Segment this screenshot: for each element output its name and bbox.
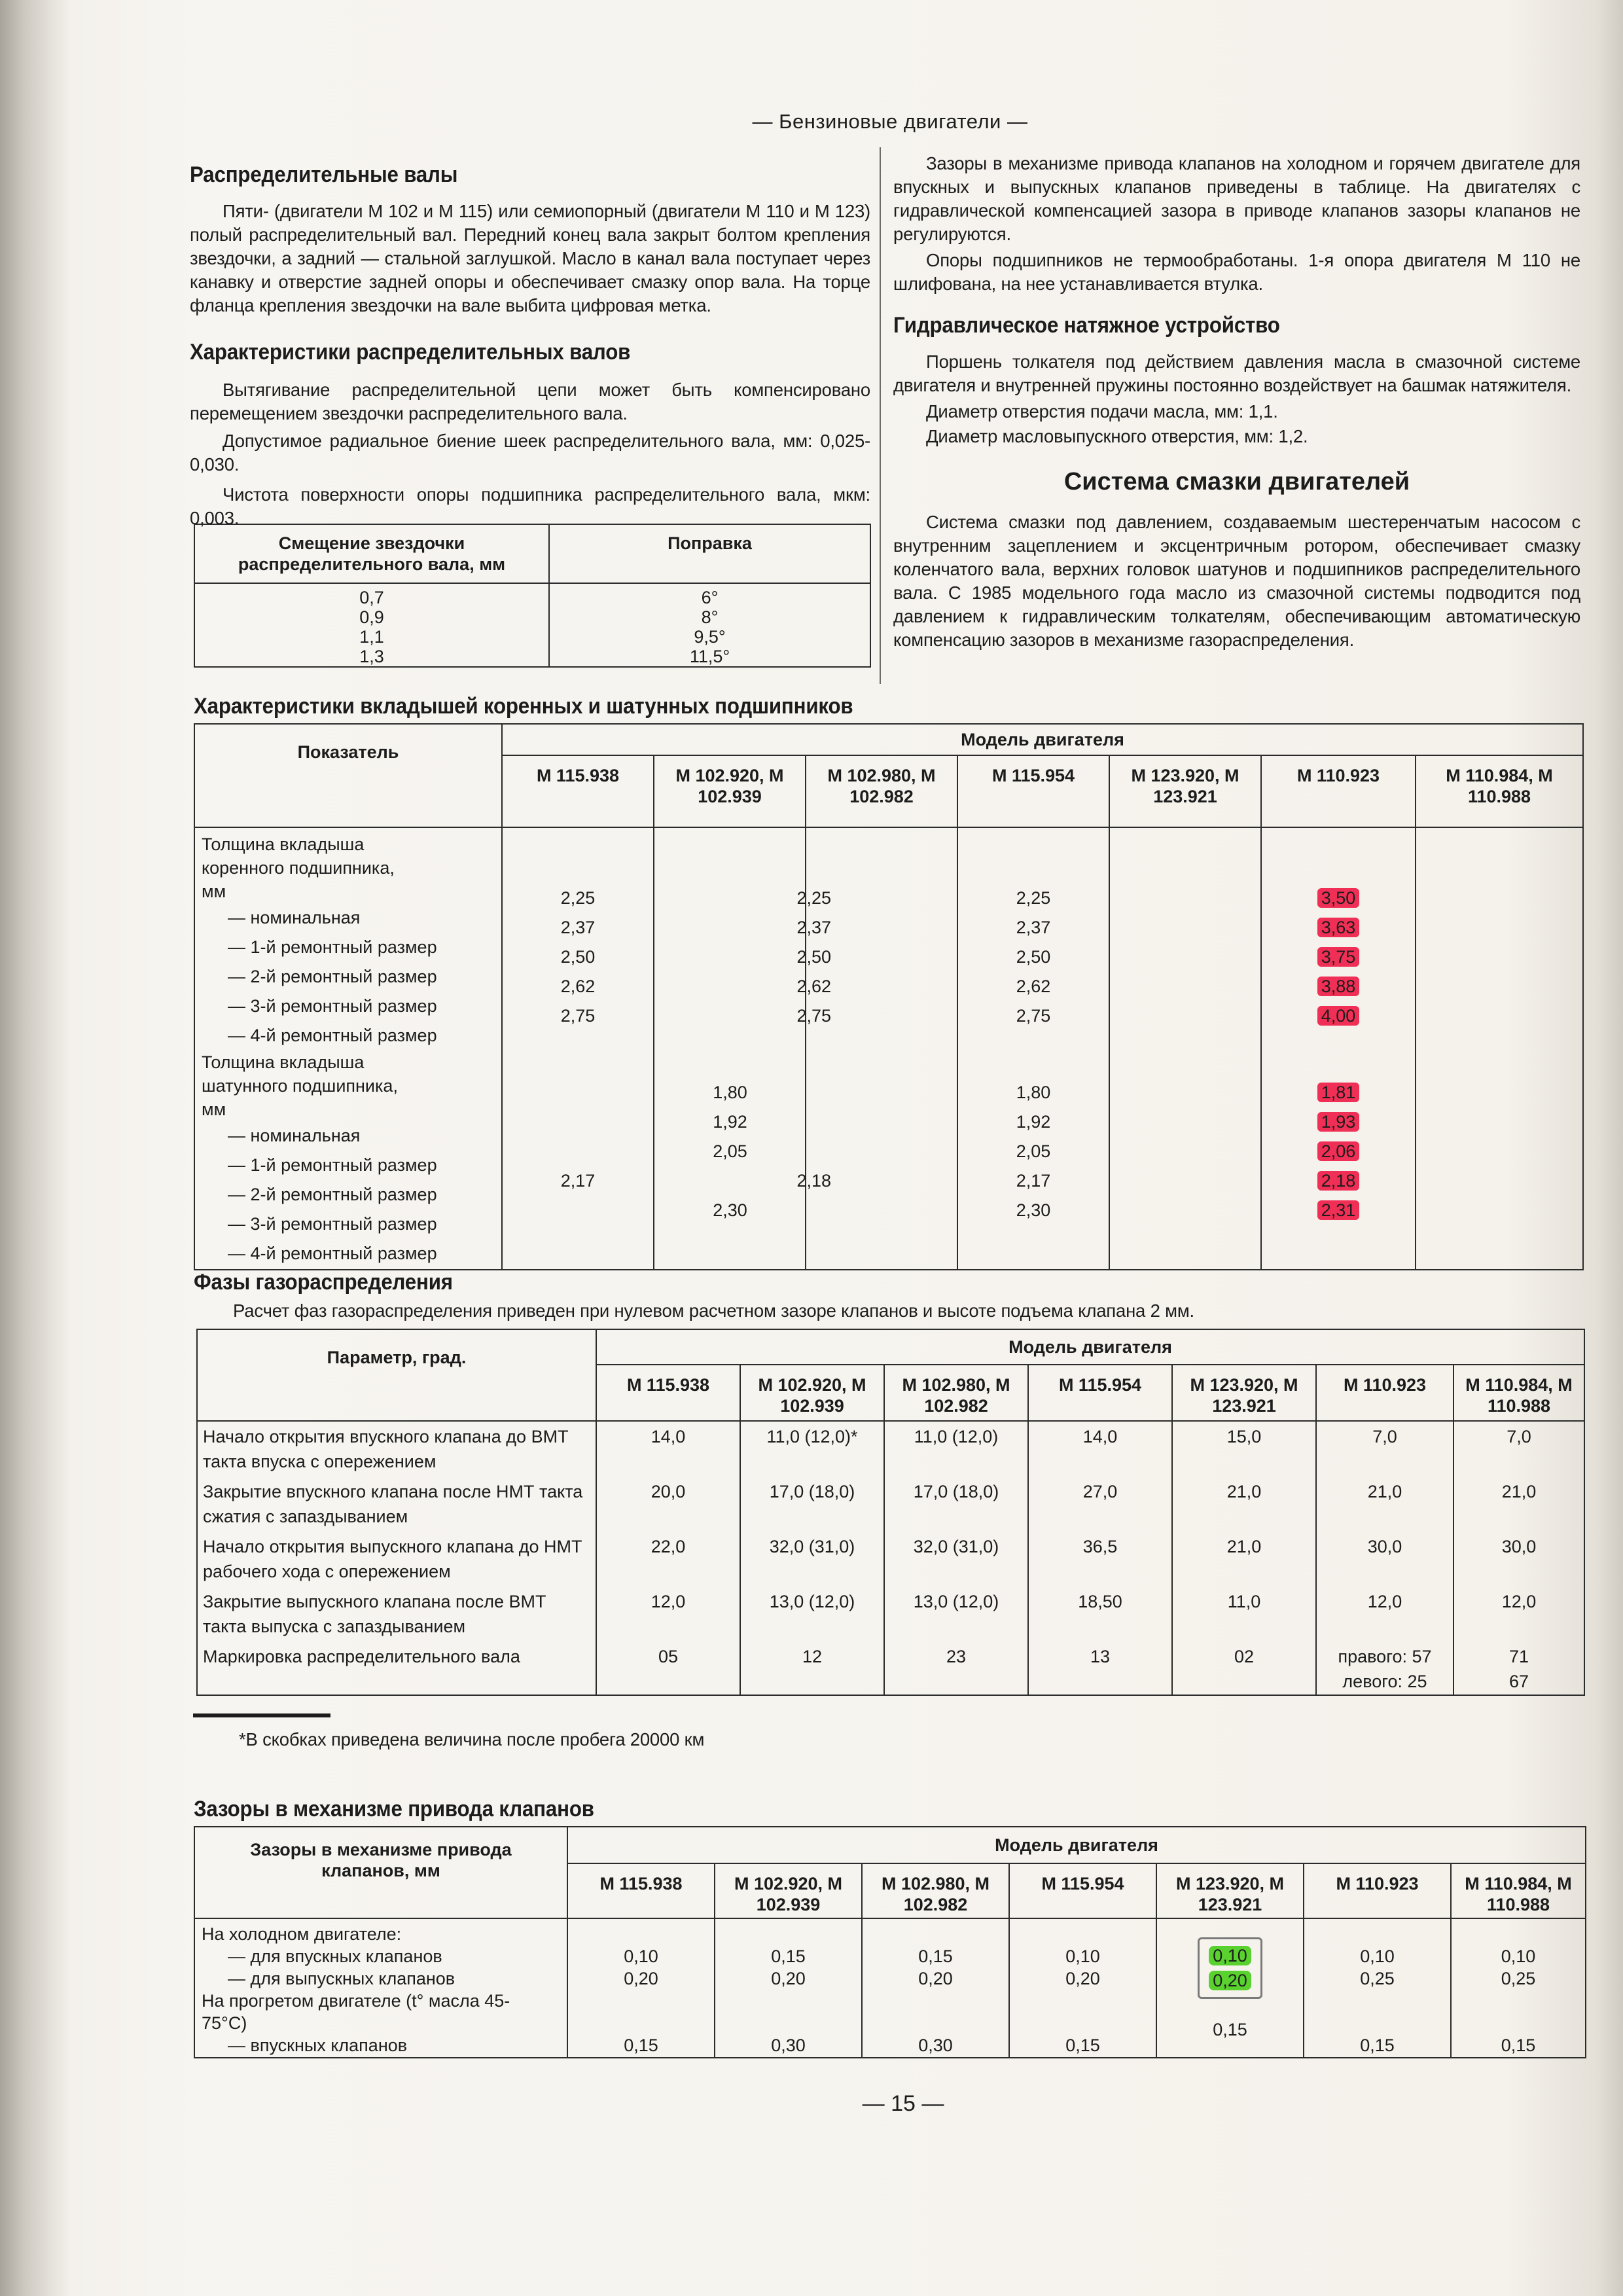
timing-value: 12,0	[1367, 1592, 1402, 1611]
timing-cell	[1028, 1641, 1172, 1695]
correction-header: Поправка	[549, 524, 870, 583]
bearing-value: 2,17	[1016, 1171, 1051, 1191]
correction-values	[549, 583, 870, 667]
clearance-value: 0,15	[918, 1946, 953, 1966]
bearings-param-header: Показатель	[194, 724, 502, 827]
clearances-model-group-header: Модель двигателя	[567, 1827, 1586, 1863]
timing-value: 11,0	[1227, 1592, 1261, 1611]
clearance-value: 0,10	[1065, 1946, 1100, 1966]
timing-cell	[596, 1587, 740, 1641]
bearing-value: 2,05	[1016, 1141, 1051, 1161]
timing-row	[197, 1587, 1584, 1641]
bearing-value: 2,62	[796, 977, 831, 996]
timing-value: левого: 25	[1342, 1672, 1427, 1691]
highlighted-bearing-value: 3,75	[1317, 947, 1360, 967]
clearance-value: 0,15	[1213, 2020, 1247, 2039]
row-label: — 4-й ремонтный размер	[228, 1026, 437, 1045]
highlighted-clearance-value: 0,10	[1209, 1946, 1251, 1965]
timing-cell	[596, 1641, 740, 1695]
row-label: — 1-й ремонтный размер	[228, 937, 437, 957]
model-header: М 110.923	[1261, 755, 1416, 827]
highlighted-bearing-value: 3,88	[1317, 977, 1360, 996]
timing-cell	[1316, 1477, 1454, 1532]
bearing-value: 2,75	[1016, 1006, 1051, 1026]
bearing-value: 2,05	[713, 1141, 747, 1161]
sprocket-correction-table	[194, 524, 871, 668]
timing-body	[197, 1421, 1584, 1695]
highlighted-bearing-value: 1,81	[1317, 1083, 1360, 1102]
timing-value: 21,0	[1367, 1482, 1402, 1501]
timing-cell	[596, 1532, 740, 1587]
clearance-value: 0,30	[918, 2036, 953, 2055]
camshafts-title: Распределительные валы	[190, 162, 458, 187]
timing-cell	[1454, 1641, 1584, 1695]
timing-row-label: Начало открытия впускного клапана до ВМТ такта впуска с опережением	[197, 1421, 596, 1477]
bearing-value: 2,37	[1016, 918, 1051, 937]
bearings-table	[194, 723, 1584, 1270]
bearings-col-m110984	[1416, 827, 1583, 1270]
model-header: М 102.920, М 102.939	[654, 755, 806, 827]
timing-value: 17,0 (18,0)	[913, 1482, 999, 1501]
timing-cell	[884, 1587, 1028, 1641]
timing-cell	[1172, 1532, 1316, 1587]
clearances-title: Зазоры в механизме привода клапанов	[194, 1797, 594, 1821]
offset-value: 0,9	[359, 607, 384, 627]
timing-row	[197, 1641, 1584, 1695]
bearing-value: 2,30	[1016, 1200, 1051, 1220]
left-column	[190, 162, 870, 530]
timing-cell	[884, 1641, 1028, 1695]
clearances-param-header: Зазоры в механизме привода клапанов, мм	[194, 1827, 567, 1918]
row-label: — номинальная	[228, 908, 361, 927]
timing-cell	[1172, 1641, 1316, 1695]
clearance-value: 0,25	[1360, 1969, 1395, 1988]
cold-intake-label: — для впускных клапанов	[228, 1946, 442, 1966]
clearance-value: 0,10	[1501, 1946, 1536, 1966]
offset-value: 0,7	[359, 588, 384, 607]
timing-value: 13,0 (12,0)	[769, 1592, 855, 1611]
timing-value: 21,0	[1501, 1482, 1537, 1501]
correction-value: 8°	[701, 607, 719, 627]
timing-cell	[1316, 1421, 1454, 1477]
highlighted-bearing-value: 2,31	[1317, 1200, 1360, 1220]
timing-cell	[1454, 1587, 1584, 1641]
timing-cell	[1172, 1477, 1316, 1532]
clearance-value: 0,20	[918, 1969, 953, 1988]
lubrication-title: Система смазки двигателей	[1063, 468, 1410, 495]
timing-table	[196, 1329, 1585, 1696]
row-label: — 1-й ремонтный размер	[228, 1155, 437, 1175]
model-header: М 123.920, М 123.921	[1109, 755, 1261, 827]
clearance-value: 0,20	[1065, 1969, 1100, 1988]
clearances-intro-p1: Зазоры в механизме привода клапанов на холодном и горячем двигателе для впускных и выпускных клапанов приведены в таблице. На двигателях с гидравлической компенсацией зазора в приводе клапанов зазоры клапанов не регулируются.	[893, 153, 1580, 244]
clearances-col	[1451, 1918, 1586, 2058]
clearance-value: 0,15	[1065, 2036, 1100, 2055]
bearing-value: 2,75	[796, 1006, 831, 1026]
clearance-value: 0,10	[624, 1946, 658, 1966]
timing-value: 22,0	[651, 1537, 686, 1556]
hot-intake-label: — впускных клапанов	[228, 2036, 408, 2055]
timing-value: 36,5	[1082, 1537, 1118, 1556]
bearing-value: 2,25	[560, 888, 596, 908]
bearings-col-m110923	[1261, 827, 1416, 1270]
clearances-col	[567, 1918, 715, 2058]
model-header: М 110.923	[1304, 1863, 1451, 1918]
timing-title: Фазы газораспределения	[194, 1270, 453, 1295]
clearance-value: 0,20	[771, 1969, 806, 1988]
model-header: М 115.954	[1028, 1365, 1172, 1421]
timing-value: 11,0 (12,0)	[914, 1427, 999, 1446]
cam-chars-p1: Вытягивание распределительной цепи может быть компенсировано перемещением звездочки распределительного вала.	[190, 380, 870, 423]
timing-value: 11,0 (12,0)*	[766, 1427, 858, 1446]
clearance-value: 0,15	[624, 2036, 658, 2055]
timing-footnote: *В скобках приведена величина после пробега 20000 км	[239, 1729, 705, 1749]
timing-cell	[1028, 1587, 1172, 1641]
bearing-value: 1,80	[713, 1083, 747, 1102]
timing-value: 32,0 (31,0)	[769, 1537, 855, 1556]
bearings-labels	[194, 827, 502, 1270]
timing-cell	[1454, 1477, 1584, 1532]
timing-value: 02	[1234, 1647, 1255, 1666]
timing-value: 15,0	[1226, 1427, 1262, 1446]
timing-cell	[1028, 1421, 1172, 1477]
clearances-col	[1304, 1918, 1451, 2058]
row-label: — 3-й ремонтный размер	[228, 996, 437, 1016]
timing-cell	[1316, 1532, 1454, 1587]
model-header: М 123.920, М 123.921	[1156, 1863, 1304, 1918]
timing-cell	[596, 1477, 740, 1532]
sprocket-offset-values	[194, 583, 549, 667]
timing-value: 67	[1508, 1672, 1529, 1691]
timing-value: 12	[802, 1647, 823, 1666]
timing-value: 71	[1508, 1647, 1529, 1666]
bearing-value: 2,50	[560, 947, 596, 967]
model-header: М 123.920, М 123.921	[1172, 1365, 1316, 1421]
timing-value: 32,0 (31,0)	[913, 1537, 999, 1556]
cam-chars-title: Характеристики распределительных валов	[190, 340, 631, 365]
model-header: М 110.984, М 110.988	[1451, 1863, 1586, 1918]
timing-row	[197, 1477, 1584, 1532]
timing-value: 7,0	[1507, 1427, 1531, 1446]
model-header: М 115.938	[567, 1863, 715, 1918]
clearance-value: 0,15	[771, 1946, 806, 1966]
bearing-value: 1,80	[1016, 1083, 1051, 1102]
timing-cell	[740, 1641, 884, 1695]
row-label: — номинальная	[228, 1126, 361, 1145]
model-header: М 102.980, М 102.982	[862, 1863, 1009, 1918]
bearing-value: 2,75	[560, 1006, 596, 1026]
offset-value: 1,3	[359, 647, 384, 666]
hot-engine-label: На прогретом двигателе (t° масла 45-75°C)	[202, 1991, 510, 2033]
timing-value: 13,0 (12,0)	[913, 1592, 999, 1611]
rod-bearing-group-label: Толщина вкладыша шатунного подшипника, мм	[202, 1052, 398, 1119]
timing-cell	[1028, 1532, 1172, 1587]
timing-row-label: Закрытие впускного клапана после НМТ такта сжатия с запаздыванием	[197, 1477, 596, 1532]
bearing-value: 1,92	[1016, 1112, 1051, 1132]
timing-value: 21,0	[1226, 1537, 1262, 1556]
timing-cell	[884, 1532, 1028, 1587]
model-header: М 102.920, М 102.939	[740, 1365, 884, 1421]
model-header: М 115.938	[596, 1365, 740, 1421]
timing-value: 13	[1090, 1647, 1111, 1666]
cold-engine-label: На холодном двигателе:	[202, 1924, 402, 1944]
clearance-value: 0,10	[1360, 1946, 1395, 1966]
clearances-col	[1156, 1918, 1304, 2058]
highlighted-bearing-value: 2,18	[1317, 1171, 1360, 1191]
camshafts-text: Пяти- (двигатели М 102 и М 115) или семиопорный (двигатели М 110 и М 123) полый распределительный вал. Передний конец вала закрыт болтом крепления звездочки, а задний — стальной заглушкой. Масло в канал вала поступает через канавку и отверстие задней опоры и обеспечивает смазку опор вала. На торце фланца крепления звездочки на вале выбита цифровая метка.	[190, 201, 870, 315]
timing-model-group-header: Модель двигателя	[596, 1329, 1584, 1365]
clearances-table	[194, 1826, 1586, 2058]
timing-value: 12,0	[651, 1592, 686, 1611]
highlighted-bearing-value: 3,50	[1317, 888, 1360, 908]
cam-chars-p3: Чистота поверхности опоры подшипника распределительного вала, мкм: 0,003.	[190, 484, 870, 528]
footnote-rule	[193, 1713, 330, 1717]
timing-value: 30,0	[1501, 1537, 1537, 1556]
correction-value: 9,5°	[694, 627, 726, 647]
timing-cell	[884, 1477, 1028, 1532]
lubrication-text: Система смазки под давлением, создаваемым шестеренчатым насосом с внутренним зацеплением и эксцентричным ротором, обеспечивает смазку коленчатого вала, верхних головок шатунов и подшипников распределительного вала. С 1985 модельного года масло из смазочной системы подводится под давлением к гидравлическим толкателям, обеспечивающим автоматическую компенсацию зазоров в механизме газораспределения.	[893, 512, 1580, 650]
timing-value: 21,0	[1226, 1482, 1262, 1501]
correction-value: 11,5°	[689, 647, 730, 666]
bearing-value: 2,17	[560, 1171, 596, 1191]
clearances-labels	[194, 1918, 567, 2058]
timing-cell	[740, 1532, 884, 1587]
bearings-col-m115954	[957, 827, 1109, 1270]
timing-cell	[740, 1477, 884, 1532]
highlighted-bearing-value: 4,00	[1317, 1006, 1360, 1026]
bearings-col-m123920	[1109, 827, 1261, 1270]
running-header: — Бензиновые двигатели —	[752, 110, 1028, 133]
page-number: — 15 —	[862, 2091, 944, 2116]
timing-cell	[1028, 1477, 1172, 1532]
timing-value: 23	[946, 1647, 967, 1666]
timing-value: 7,0	[1372, 1427, 1397, 1446]
model-header: М 110.984, М 110.988	[1454, 1365, 1584, 1421]
bearing-value	[503, 1196, 652, 1225]
timing-cell	[596, 1421, 740, 1477]
cold-exhaust-label: — для выпускных клапанов	[228, 1969, 455, 1988]
model-header: М 115.954	[1009, 1863, 1156, 1918]
timing-cell	[1454, 1421, 1584, 1477]
offset-value: 1,1	[359, 627, 384, 647]
bearing-value: 2,50	[796, 947, 831, 967]
row-label: — 2-й ремонтный размер	[228, 1185, 437, 1204]
bearings-col-m115938	[502, 827, 654, 1270]
clearance-value: 0,30	[771, 2036, 806, 2055]
clearance-value: 0,15	[1501, 2036, 1536, 2055]
main-bearing-group-label: Толщина вкладыша коренного подшипника, мм	[202, 834, 395, 901]
highlighted-bearing-value: 3,63	[1317, 918, 1360, 937]
timing-row-label: Закрытие выпускного клапана после ВМТ такта выпуска с запаздыванием	[197, 1587, 596, 1641]
bearing-value: 1,92	[713, 1112, 747, 1132]
timing-value: 30,0	[1367, 1537, 1402, 1556]
bearings-model-group-header: Модель двигателя	[502, 724, 1583, 755]
timing-row	[197, 1532, 1584, 1587]
timing-cell	[1172, 1421, 1316, 1477]
timing-cell	[884, 1421, 1028, 1477]
timing-cell	[1454, 1532, 1584, 1587]
timing-param-header: Параметр, град.	[197, 1329, 596, 1421]
page-binding-shadow	[0, 0, 71, 2296]
timing-value: 20,0	[651, 1482, 686, 1501]
bearing-value: 2,37	[560, 918, 596, 937]
bearing-value: 2,25	[796, 888, 831, 908]
clearance-value: 0,25	[1501, 1969, 1536, 1988]
clearances-intro-p2: Опоры подшипников не термообработаны. 1-я опора двигателя М 110 не шлифована, на нее устанавливается втулка.	[893, 250, 1580, 294]
row-label: — 3-й ремонтный размер	[228, 1214, 437, 1234]
bearing-value: 2,62	[560, 977, 596, 996]
cam-chars-p2: Допустимое радиальное биение шеек распределительного вала, мм: 0,025-0,030.	[190, 431, 870, 475]
bearings-title: Характеристики вкладышей коренных и шатунных подшипников	[194, 694, 853, 719]
model-header: М 115.954	[957, 755, 1109, 827]
timing-value: 14,0	[1082, 1427, 1118, 1446]
clearances-col	[715, 1918, 862, 2058]
model-header: М 102.980, М 102.982	[806, 755, 957, 827]
clearance-value: 0,15	[1360, 2036, 1395, 2055]
bearings-col-m102920	[654, 827, 831, 1270]
bearing-value: 2,30	[713, 1200, 747, 1220]
clearances-col	[1009, 1918, 1156, 2058]
timing-value: 14,0	[651, 1427, 686, 1446]
bearing-value	[503, 1107, 652, 1137]
bearing-value: 2,62	[1016, 977, 1051, 996]
row-label: — 4-й ремонтный размер	[228, 1244, 437, 1263]
tensioner-p1: Поршень толкателя под действием давления масла в смазочной системе двигателя и внутренней пружины постоянно воздействует на башмак натяжителя.	[893, 351, 1580, 395]
bearing-value: 2,18	[796, 1171, 831, 1191]
timing-value: правого: 57	[1338, 1647, 1432, 1666]
bearing-value: 2,25	[1016, 888, 1051, 908]
timing-value: 12,0	[1501, 1592, 1537, 1611]
timing-cell	[740, 1587, 884, 1641]
timing-intro: Расчет фаз газораспределения приведен при нулевом расчетном зазоре клапанов и высоте подъема клапана 2 мм.	[233, 1300, 1194, 1321]
highlighted-bearing-value: 1,93	[1317, 1112, 1360, 1132]
bearing-value: 2,37	[796, 918, 831, 937]
right-column	[893, 152, 1580, 652]
model-header: М 102.980, М 102.982	[884, 1365, 1028, 1421]
timing-row-label: Начало открытия выпускного клапана до НМТ рабочего хода с опережением	[197, 1532, 596, 1587]
correction-value: 6°	[701, 588, 719, 607]
sprocket-offset-header: Смещение звездочки распределительного вала, мм	[194, 524, 549, 583]
tensioner-p3: Диаметр масловыпускного отверстия, мм: 1,2.	[926, 426, 1308, 446]
timing-row	[197, 1421, 1584, 1477]
tensioner-p2: Диаметр отверстия подачи масла, мм: 1,1.	[926, 401, 1278, 422]
timing-row-label: Маркировка распределительного вала	[197, 1641, 596, 1695]
clearances-col	[862, 1918, 1009, 2058]
model-header: М 110.984, М 110.988	[1416, 755, 1583, 827]
timing-value: 17,0 (18,0)	[769, 1482, 855, 1501]
model-header: М 110.923	[1316, 1365, 1454, 1421]
clearance-value: 0,20	[624, 1969, 658, 1988]
timing-value: 05	[658, 1647, 679, 1666]
bearing-value: 2,50	[1016, 947, 1051, 967]
model-header: М 115.938	[502, 755, 654, 827]
highlighted-clearance-box	[1198, 1937, 1262, 1999]
model-header: М 102.920, М 102.939	[715, 1863, 862, 1918]
timing-cell	[1172, 1587, 1316, 1641]
bearing-value	[503, 1078, 652, 1107]
bearing-value	[503, 1137, 652, 1166]
timing-cell	[1316, 1641, 1454, 1695]
timing-value: 27,0	[1082, 1482, 1118, 1501]
timing-cell	[740, 1421, 884, 1477]
column-divider	[880, 147, 881, 684]
tensioner-title: Гидравлическое натяжное устройство	[893, 313, 1280, 338]
row-label: — 2-й ремонтный размер	[228, 967, 437, 986]
highlighted-bearing-value: 2,06	[1317, 1141, 1360, 1161]
timing-value: 18,50	[1078, 1592, 1122, 1611]
highlighted-clearance-value: 0,20	[1209, 1971, 1251, 1990]
timing-cell	[1316, 1587, 1454, 1641]
